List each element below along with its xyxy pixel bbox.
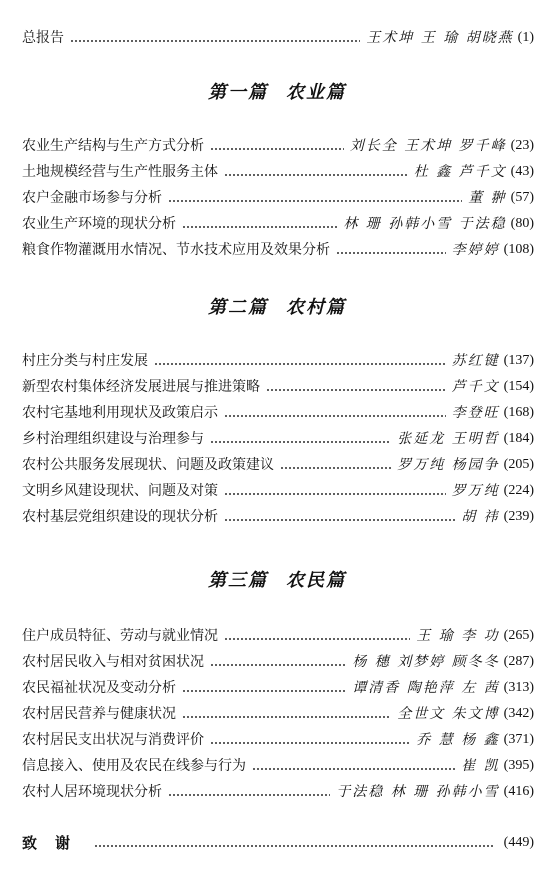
dot-leader: [210, 148, 344, 150]
entry-authors: 崔 凯: [461, 758, 500, 774]
section-name: 农村篇: [286, 297, 346, 318]
toc-entry[interactable]: [22, 677, 534, 699]
entry-authors: 王 瑜 李 功: [416, 628, 500, 644]
section-number: 第二篇: [208, 297, 268, 318]
dot-leader: [252, 768, 455, 770]
entry-authors: 乔 慧 杨 鑫: [416, 732, 500, 748]
toc-entry[interactable]: [22, 729, 534, 751]
entry-page: (154): [503, 379, 534, 394]
dot-leader: [154, 363, 446, 365]
entry-title: [22, 832, 88, 854]
entry-page: (168): [503, 405, 534, 420]
entry-authors: 芦千文: [451, 379, 500, 395]
entry-page: (265): [503, 628, 534, 643]
entry-page: (287): [503, 654, 534, 669]
dot-leader: [224, 493, 446, 495]
dot-leader: [210, 664, 346, 666]
entry-authors: 张延龙 王明哲: [397, 431, 500, 447]
dot-leader: [94, 845, 494, 847]
entry-page: (395): [503, 758, 534, 773]
entry-title: 乡村治理组织建设与治理参与: [22, 431, 204, 447]
entry-title: 农业生产环境的现状分析: [22, 216, 176, 232]
entry-title: 总报告: [22, 30, 64, 46]
toc-entry[interactable]: [22, 428, 534, 450]
dot-leader: [182, 226, 337, 228]
toc-entry[interactable]: [22, 755, 534, 777]
toc-entry[interactable]: [22, 187, 534, 209]
entry-title: 土地规模经营与生产性服务主体: [22, 164, 218, 180]
entry-page: (313): [503, 680, 534, 695]
entry-page: (1): [517, 30, 534, 45]
entry-authors: 李登旺: [451, 405, 500, 421]
dot-leader: [224, 519, 455, 521]
entry-authors: 全世文 朱文博: [397, 706, 500, 722]
toc-entry[interactable]: [22, 135, 534, 157]
entry-title: 农民福祉状况及变动分析: [22, 680, 176, 696]
section-heading-farmers: [0, 568, 554, 594]
entry-authors: 刘长全 王术坤 罗千峰: [349, 138, 507, 154]
toc-entry[interactable]: [22, 480, 534, 502]
dot-leader: [210, 441, 391, 443]
entry-authors: 于法稳 林 珊 孙韩小雪: [336, 784, 500, 800]
entry-page: (205): [503, 457, 534, 472]
entry-title: 农村居民收入与相对贫困状况: [22, 654, 204, 670]
entry-title: 农业生产结构与生产方式分析: [22, 138, 204, 154]
toc-entry[interactable]: [22, 703, 534, 725]
dot-leader: [336, 252, 446, 254]
dot-leader: [182, 690, 346, 692]
section-number: 第三篇: [208, 570, 268, 591]
dot-leader: [280, 467, 391, 469]
entry-authors: 罗万纯: [451, 483, 500, 499]
entry-title: 信息接入、使用及农民在线参与行为: [22, 758, 246, 774]
entry-authors: 胡 祎: [461, 509, 500, 525]
entry-page: (23): [510, 138, 534, 153]
entry-page: (43): [510, 164, 534, 179]
toc-entry[interactable]: [22, 454, 534, 476]
entry-authors: 杨 穗 刘梦婷 顾冬冬: [352, 654, 500, 670]
entry-page: (57): [510, 190, 534, 205]
entry-authors: 董 翀: [468, 190, 507, 206]
entry-title: 村庄分类与村庄发展: [22, 353, 148, 369]
section-number: 第一篇: [208, 82, 268, 103]
toc-entry[interactable]: [22, 651, 534, 673]
entry-page: (184): [503, 431, 534, 446]
entry-page: (224): [503, 483, 534, 498]
entry-authors: 王术坤 王 瑜 胡晓燕: [366, 30, 514, 46]
entry-authors: 杜 鑫 芦千文: [413, 164, 507, 180]
toc-entry-acknowledgement[interactable]: [22, 832, 534, 854]
entry-authors: 李婷婷: [451, 242, 500, 258]
entry-authors: 林 珊 孙韩小雪 于法稳: [343, 216, 507, 232]
entry-title: 住户成员特征、劳动与就业情况: [22, 628, 218, 644]
dot-leader: [266, 389, 446, 391]
toc-entry[interactable]: [22, 376, 534, 398]
entry-page: (239): [503, 509, 534, 524]
section-name: 农民篇: [286, 570, 346, 591]
entry-authors: 苏红键: [451, 353, 500, 369]
acknowledgement-title: 致谢: [22, 834, 89, 852]
entry-authors: 罗万纯 杨园争: [397, 457, 500, 473]
entry-page: (449): [503, 835, 534, 850]
entry-page: (342): [503, 706, 534, 721]
entry-title: 新型农村集体经济发展进展与推进策略: [22, 379, 260, 395]
toc-entry[interactable]: [22, 506, 534, 528]
entry-title: 农村人居环境现状分析: [22, 784, 162, 800]
toc-entry[interactable]: [22, 350, 534, 372]
entry-title: 农村居民营养与健康状况: [22, 706, 176, 722]
dot-leader: [210, 742, 410, 744]
section-heading-rural: [0, 295, 554, 321]
dot-leader: [224, 638, 410, 640]
dot-leader: [182, 716, 391, 718]
dot-leader: [168, 794, 330, 796]
entry-title: 粮食作物灌溉用水情况、节水技术应用及效果分析: [22, 242, 330, 258]
toc-entry[interactable]: [22, 239, 534, 261]
entry-page: (371): [503, 732, 534, 747]
toc-entry[interactable]: [22, 402, 534, 424]
toc-entry-intro[interactable]: [22, 27, 534, 49]
entry-page: (80): [510, 216, 534, 231]
section-name: 农业篇: [286, 82, 346, 103]
toc-entry[interactable]: [22, 781, 534, 803]
dot-leader: [70, 40, 360, 42]
toc-entry[interactable]: [22, 161, 534, 183]
toc-entry[interactable]: [22, 625, 534, 647]
entry-title: 农村基层党组织建设的现状分析: [22, 509, 218, 525]
dot-leader: [224, 415, 446, 417]
dot-leader: [168, 200, 462, 202]
entry-page: (137): [503, 353, 534, 368]
section-heading-agriculture: [0, 80, 554, 106]
entry-title: 文明乡风建设现状、问题及对策: [22, 483, 218, 499]
entry-title: 农村居民支出状况与消费评价: [22, 732, 204, 748]
entry-page: (108): [503, 242, 534, 257]
entry-page: (416): [503, 784, 534, 799]
entry-title: 农村宅基地利用现状及政策启示: [22, 405, 218, 421]
entry-title: 农村公共服务发展现状、问题及政策建议: [22, 457, 274, 473]
entry-title: 农户金融市场参与分析: [22, 190, 162, 206]
toc-entry[interactable]: [22, 213, 534, 235]
entry-authors: 谭清香 陶艳萍 左 茜: [352, 680, 500, 696]
dot-leader: [224, 174, 408, 176]
